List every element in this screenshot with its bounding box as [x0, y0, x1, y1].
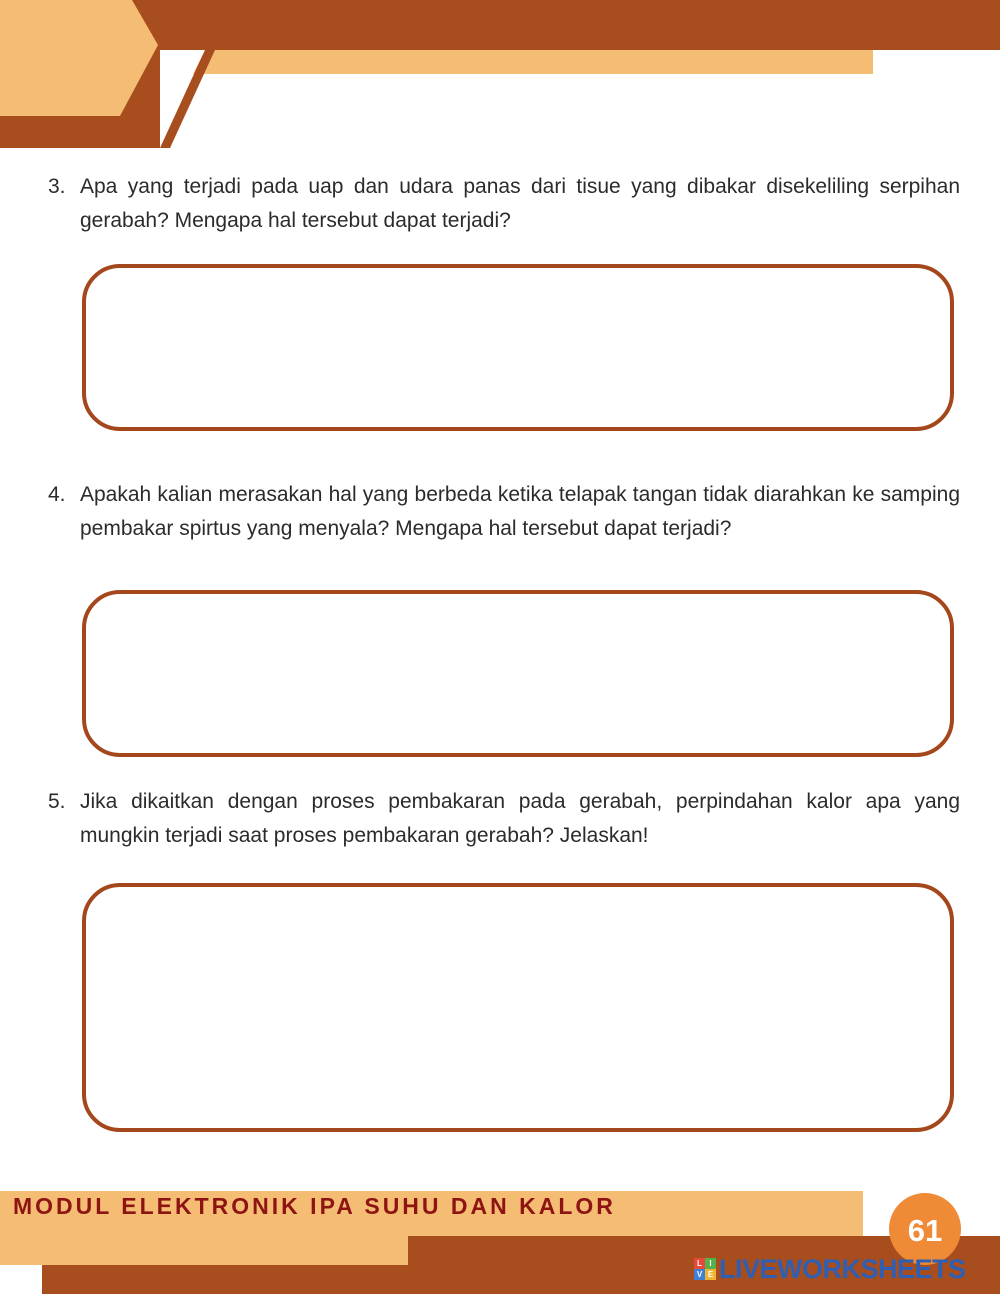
- liveworksheets-text: LIVEWORKSHEETS: [719, 1253, 966, 1284]
- answer-box-5[interactable]: [82, 883, 954, 1132]
- question-number: 3.: [48, 175, 66, 198]
- question-3: [48, 170, 960, 238]
- question-text: Apakah kalian merasakan hal yang berbeda ketika telapak tangan tidak diarahkan ke samping pembakar spirtus yang menyala? Mengapa hal tersebut dapat terjadi?: [80, 483, 960, 540]
- logo-letter: V: [694, 1269, 705, 1280]
- liveworksheets-logo-icon: [694, 1258, 716, 1280]
- module-title: MODUL ELEKTRONIK IPA SUHU DAN KALOR: [13, 1193, 616, 1219]
- question-5: [48, 785, 960, 853]
- question-number: 5.: [48, 790, 66, 813]
- question-text: Jika dikaitkan dengan proses pembakaran pada gerabah, perpindahan kalor apa yang mungkin terjadi saat proses pembakaran gerabah? Jelaskan!: [80, 790, 960, 847]
- liveworksheets-watermark: [694, 1253, 966, 1285]
- logo-letter: I: [705, 1258, 716, 1269]
- question-4: [48, 478, 960, 546]
- page-number-badge: 61: [889, 1193, 961, 1265]
- question-text: Apa yang terjadi pada uap dan udara panas dari tisue yang dibakar disekeliling serpihan gerabah? Mengapa hal tersebut dapat terjadi?: [80, 175, 960, 232]
- header-decoration: [0, 0, 1000, 150]
- logo-letter: L: [694, 1258, 705, 1269]
- question-number: 4.: [48, 483, 66, 506]
- logo-letter: E: [705, 1269, 716, 1280]
- answer-box-3[interactable]: [82, 264, 954, 431]
- answer-box-4[interactable]: [82, 590, 954, 757]
